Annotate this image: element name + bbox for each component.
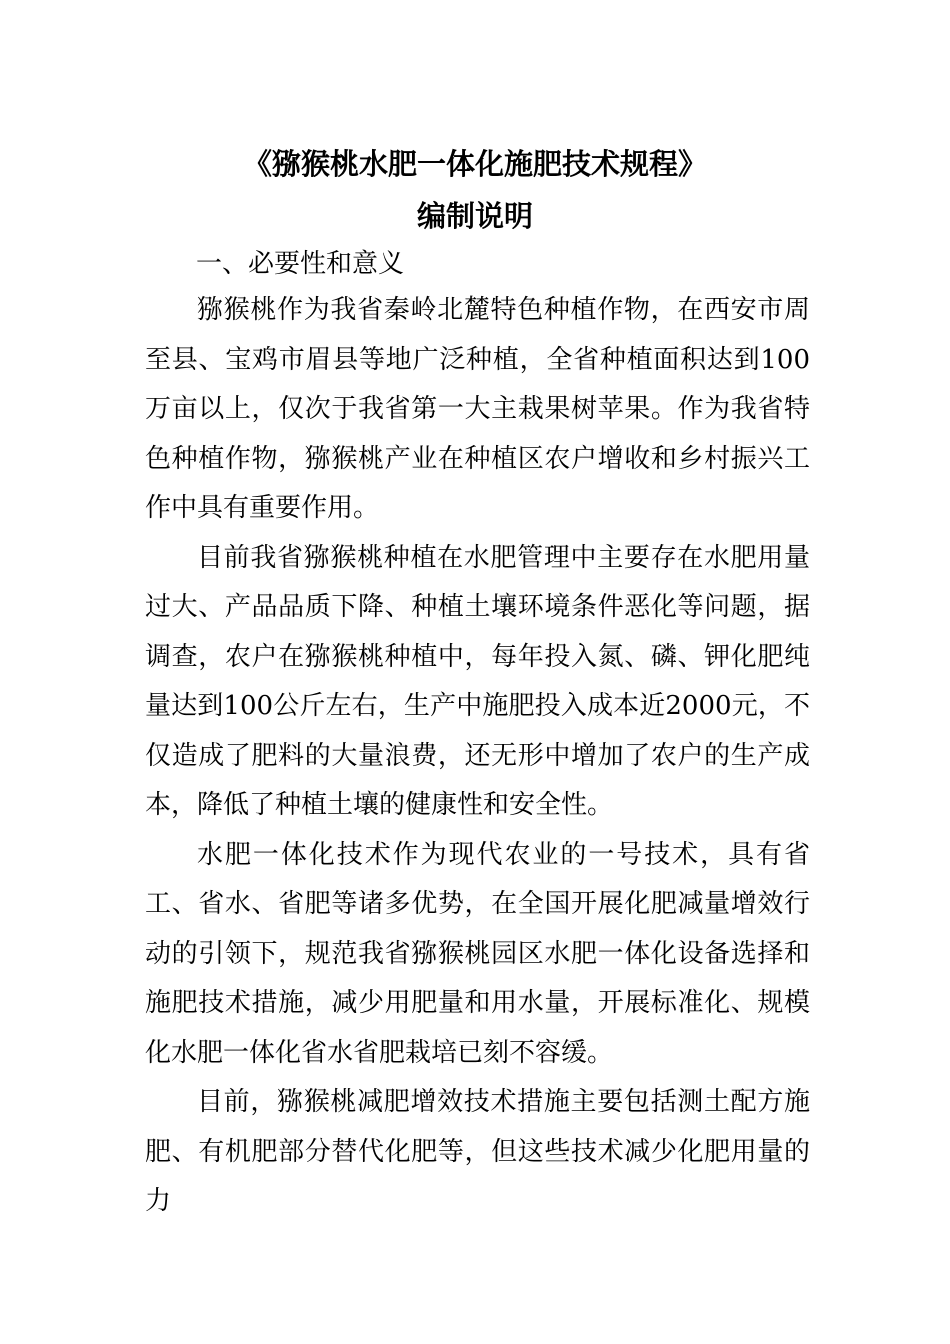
body-text bbox=[145, 286, 810, 1227]
paragraph: 水肥一体化技术作为现代农业的一号技术，具有省工、省水、省肥等诸多优势，在全国开展化肥减量增效行动的引领下，规范我省猕猴桃园区水肥一体化设备选择和施肥技术措施，减少用肥量和用水量，开展标准化、规模化水肥一体化省水省肥栽培已刻不容缓。 bbox=[145, 839, 810, 1068]
paragraph: 目前我省猕猴桃种植在水肥管理中主要存在水肥用量过大、产品品质下降、种植土壤环境条件恶化等问题，据调查，农户在猕猴桃种植中，每年投入氮、磷、钾化肥纯量达到100公斤左右，生产中施肥投入成本近2000元，不仅造成了肥料的大量浪费，还无形中增加了农户的生产成本，降低了种植土壤的健康性和安全性。 bbox=[145, 542, 810, 820]
paragraph: 猕猴桃作为我省秦岭北麓特色种植作物，在西安市周至县、宝鸡市眉县等地广泛种植，全省种植面积达到100万亩以上，仅次于我省第一大主栽果树苹果。作为我省特色种植作物，猕猴桃产业在种植区农户增收和乡村振兴工作中具有重要作用。 bbox=[145, 295, 810, 523]
paragraph: 目前，猕猴桃减肥增效技术措施主要包括测土配方施肥、有机肥部分替代化肥等，但这些技术减少化肥用量的力 bbox=[145, 1087, 810, 1216]
section-heading: 一、必要性和意义 bbox=[196, 249, 405, 279]
document-title: 《猕猴桃水肥一体化施肥技术规程》 bbox=[242, 147, 707, 181]
document-subtitle: 编制说明 bbox=[416, 199, 533, 233]
